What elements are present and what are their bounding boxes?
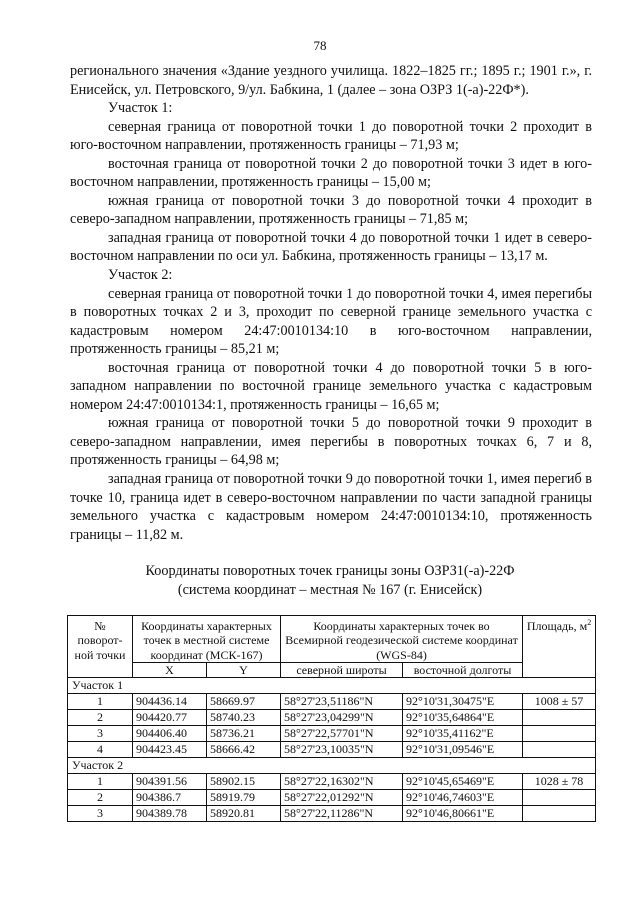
table-title [60,562,600,599]
paragraph-east-1: восточная граница от поворотной точки 2 до поворотной точки 3 идет в юго-восточном направлении, протяженность границы – 15,00 м; [70,155,592,191]
paragraph-north-2: северная граница от поворотной точки 1 до поворотной точки 4, имея перегибы в поворотных точках 2 и 3, проходит по северной границе земельного участка с кадастровым номером 24:47:0010134:10 в юго-восточном направлении, протяженность границы – 85,21 м; [70,285,592,358]
table-title-line-2: (система координат – местная № 167 (г. Енисейск) [177,581,483,598]
cell-area-empty [523,789,596,805]
table-row [68,773,596,789]
cell-area-empty [523,725,596,741]
paragraph-west-2: западная граница от поворотной точки 9 до поворотной точки 1, имея перегиб в точке 10, граница идет в северо-восточном направлении по части западной границы земельного участка с кадастровым номером 24:47:0010134:10, протяженность границы – 11,82 м. [70,471,592,543]
cell-latitude: 58°27'22,11286"N [281,805,403,821]
coordinates-table [67,615,596,822]
cell-latitude: 58°27'22,57701"N [281,725,403,741]
paragraph-south-1: южная граница от поворотной точки 3 до поворотной точки 4 проходит в северо-западном направлении, протяженность границы – 71,85 м; [70,192,592,228]
header-wgs-coordinates: Координаты характерных точек во Всемирной геодезической системе координат (WGS-84) [281,616,523,663]
table-row [68,789,596,805]
table-row [68,709,596,725]
cell-latitude: 58°27'23,10035"N [281,741,403,757]
paragraph-south-2: южная граница от поворотной точки 5 до поворотной точки 9 проходит в северо-западном направлении, имея перегибы в поворотных точках 6, 7 и 8, протяженность границы – 64,98 м; [70,415,592,469]
cell-area: 1028 ± 78 [523,773,596,789]
header-longitude: восточной долготы [403,662,523,677]
cell-x: 904406.40 [133,725,207,741]
cell-y: 58919.79 [207,789,281,805]
cell-y: 58920.81 [207,805,281,821]
header-area-superscript: 2 [587,618,592,627]
cell-point-number: 2 [68,789,133,805]
cell-point-number: 3 [68,725,133,741]
table-row [68,741,596,757]
paragraph-intro: регионального значения «Здание уездного училища. 1822–1825 гг.; 1895 г.; 1901 г.», г. Енисейск, ул. Петровского, 9/ул. Бабкина, 1 (далее – зона ОЗРЗ 1(-а)-22Ф*). [70,63,592,98]
cell-x: 904420.77 [133,709,207,725]
header-area [523,616,596,678]
table-row [68,693,596,709]
section-title: Участок 2 [68,757,596,773]
section-title: Участок 1 [68,677,596,693]
header-x: X [133,662,207,677]
paragraph-north-1: северная граница от поворотной точки 1 до поворотной точки 2 проходит в юго-восточном направлении, протяженность границы – 71,93 м; [70,118,592,154]
header-y: Y [207,662,281,677]
paragraph-west-1: западная граница от поворотной точки 4 до поворотной точки 1 идет в северо-восточном направлении по оси ул. Бабкина, протяженность границы – 13,17 м. [70,229,592,265]
cell-latitude: 58°27'23,04299"N [281,709,403,725]
cell-y: 58666.42 [207,741,281,757]
cell-area-empty [523,709,596,725]
cell-y: 58736.21 [207,725,281,741]
cell-latitude: 58°27'22,01292"N [281,789,403,805]
cell-longitude: 92°10'35,41162"E [403,725,523,741]
paragraph-east-2: восточная граница от поворотной точки 4 до поворотной точки 5 в юго-западном направлении по восточной границе земельного участка с кадастровым номером 24:47:0010134:1, протяженность границы – 16,65 м; [70,359,592,413]
cell-point-number: 1 [68,773,133,789]
cell-area-empty [523,805,596,821]
header-point-number: № поворот-ной точки [68,616,133,678]
cell-point-number: 3 [68,805,133,821]
cell-latitude: 58°27'22,16302"N [281,773,403,789]
cell-x: 904423.45 [133,741,207,757]
cell-longitude: 92°10'45,65469"E [403,773,523,789]
cell-x: 904436.14 [133,693,207,709]
cell-longitude: 92°10'46,74603"E [403,789,523,805]
cell-y: 58740.23 [207,709,281,725]
table-row [68,805,596,821]
body-text [70,62,592,544]
section-heading-2: Участок 2: [108,267,173,284]
header-area-label: Площадь, м [526,619,588,633]
cell-longitude: 92°10'46,80661"E [403,805,523,821]
cell-longitude: 92°10'31,09546"E [403,741,523,757]
cell-y: 58902.15 [207,773,281,789]
cell-latitude: 58°27'23,51186"N [281,693,403,709]
cell-point-number: 4 [68,741,133,757]
cell-point-number: 1 [68,693,133,709]
cell-area-empty [523,741,596,757]
cell-x: 904386.7 [133,789,207,805]
page-number: 78 [313,38,327,53]
cell-longitude: 92°10'35,64864"E [403,709,523,725]
table-row [68,725,596,741]
cell-y: 58669.97 [207,693,281,709]
section-row [68,677,596,693]
cell-area: 1008 ± 57 [523,693,596,709]
cell-x: 904389.78 [133,805,207,821]
header-latitude: северной широты [281,662,403,677]
cell-x: 904391.56 [133,773,207,789]
section-heading-1: Участок 1: [108,100,173,117]
cell-longitude: 92°10'31,30475"E [403,693,523,709]
section-row [68,757,596,773]
cell-point-number: 2 [68,709,133,725]
header-local-coordinates: Координаты характерных точек в местной системе координат (МСК-167) [133,616,281,663]
table-title-line-1: Координаты поворотных точек границы зоны ОЗРЗ1(-а)-22Ф [145,563,515,579]
